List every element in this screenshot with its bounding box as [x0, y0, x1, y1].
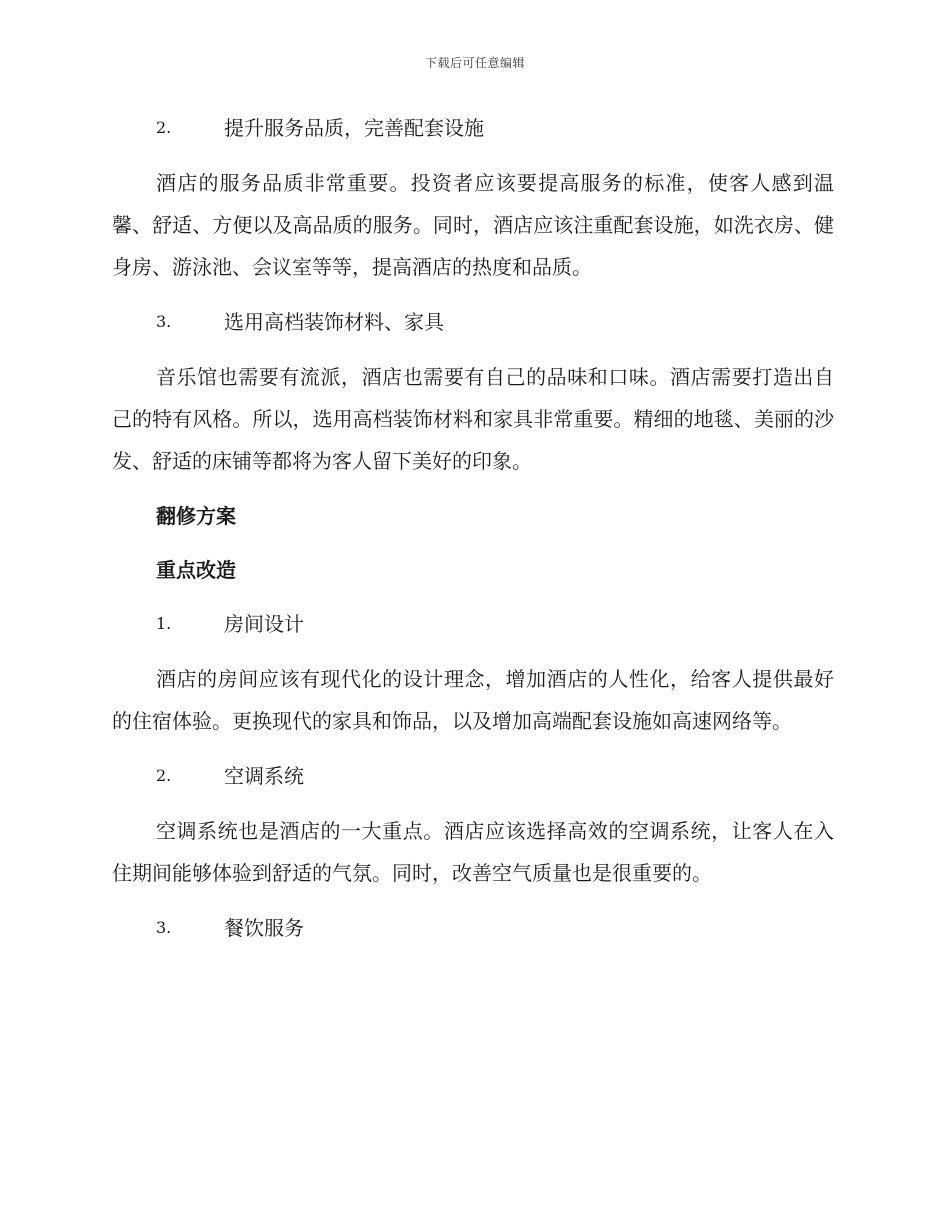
- list-label: 选用高档装饰材料、家具: [224, 310, 444, 334]
- list-label: 提升服务品质，完善配套设施: [224, 116, 484, 140]
- document-body: [112, 108, 834, 962]
- list-item-service-quality: [112, 108, 834, 148]
- list-number: 1.: [156, 614, 172, 633]
- paragraph-materials: 音乐馆也需要有流派，酒店也需要有自己的品味和口味。酒店需要打造出自己的特有风格。所以，选用高档装饰材料和家具非常重要。精细的地毯、美丽的沙发、舒适的床铺等都将为客人留下美好的印象。: [112, 365, 834, 473]
- list-label: 空调系统: [224, 764, 304, 788]
- list-item-room-design: [112, 604, 834, 644]
- list-item-dining-service: [112, 908, 834, 948]
- section-heading-key-renovation: 重点改造: [156, 558, 236, 582]
- list-number: 2.: [156, 118, 172, 137]
- list-label: 餐饮服务: [224, 916, 304, 940]
- paragraph-air-conditioning: 空调系统也是酒店的一大重点。酒店应该选择高效的空调系统，让客人在入住期间能够体验到舒适的气氛。同时，改善空气质量也是很重要的。: [112, 819, 834, 885]
- section-heading-renovation-plan: 翻修方案: [156, 504, 236, 528]
- paragraph-service-quality: 酒店的服务品质非常重要。投资者应该要提高服务的标准，使客人感到温馨、舒适、方便以及高品质的服务。同时，酒店应该注重配套设施，如洗衣房、健身房、游泳池、会议室等等，提高酒店的热度和品质。: [112, 171, 834, 279]
- list-item-air-conditioning: [112, 756, 834, 796]
- page-header: 下载后可任意编辑: [424, 56, 525, 70]
- list-number: 3.: [156, 312, 172, 331]
- list-number: 2.: [156, 766, 172, 785]
- paragraph-room-design: 酒店的房间应该有现代化的设计理念，增加酒店的人性化，给客人提供最好的住宿体验。更换现代的家具和饰品，以及增加高端配套设施如高速网络等。: [112, 667, 834, 733]
- list-item-materials: [112, 302, 834, 342]
- list-label: 房间设计: [224, 612, 304, 636]
- list-number: 3.: [156, 918, 172, 937]
